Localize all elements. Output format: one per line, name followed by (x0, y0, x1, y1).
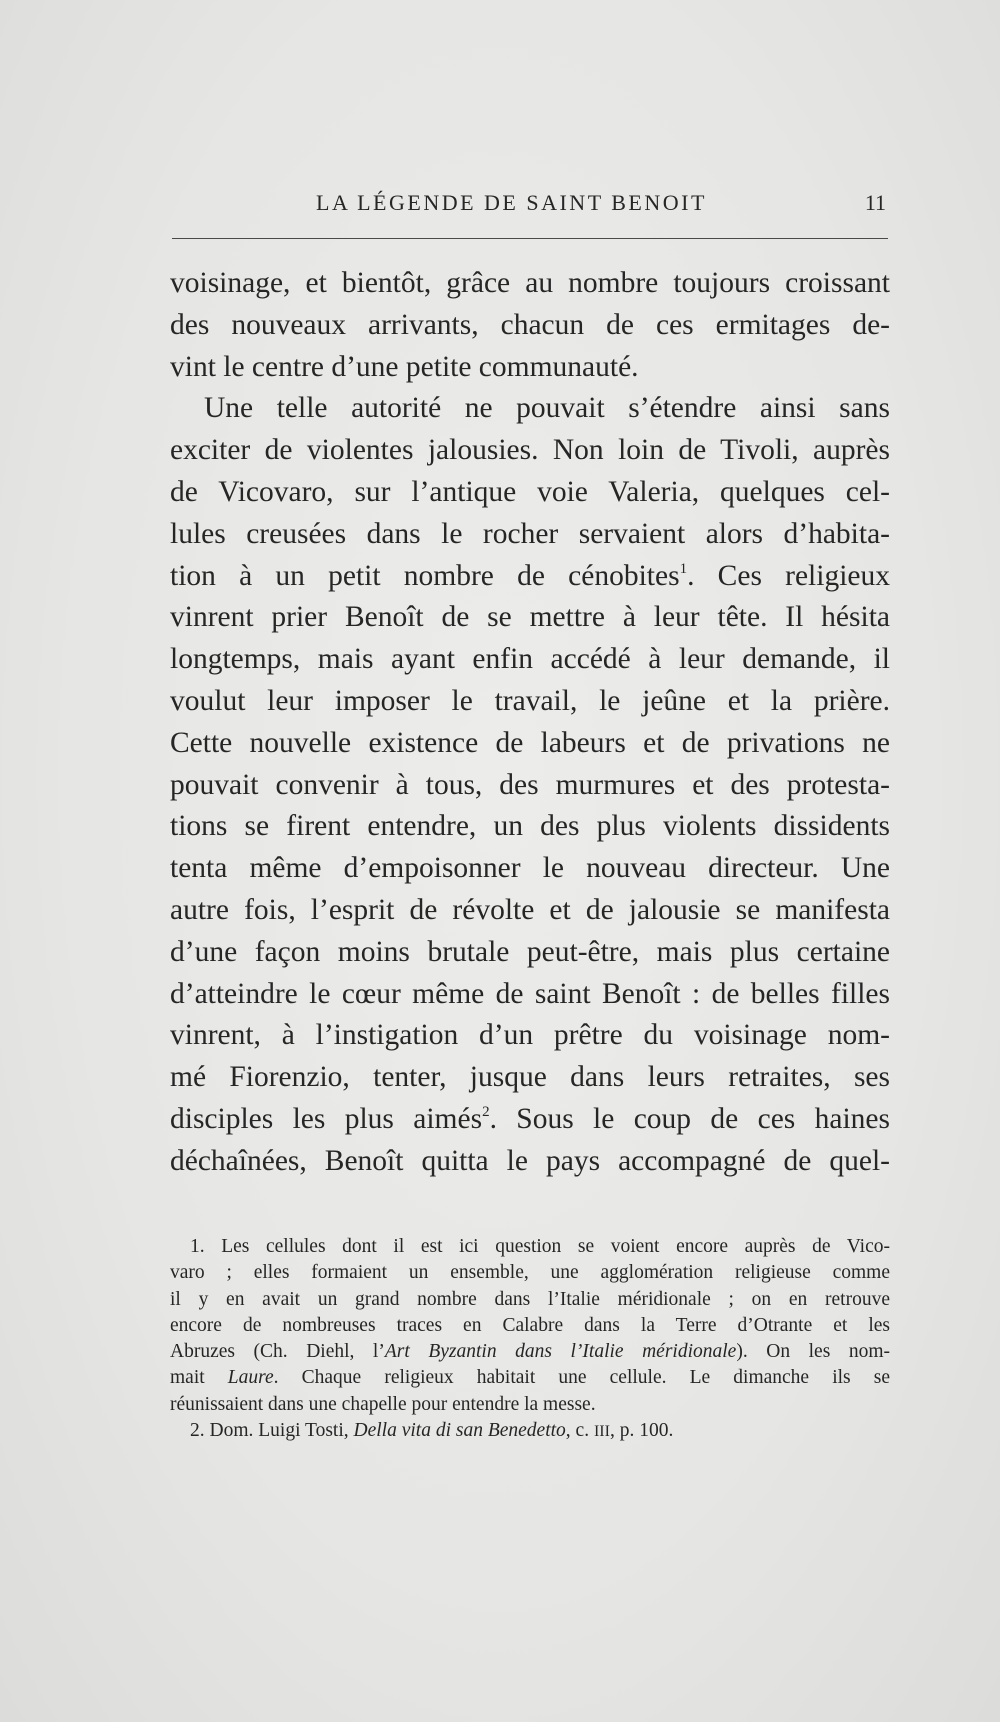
text-line: des nouveaux arrivants, chacun de ces ermitages de- (170, 308, 890, 341)
book-title: Della vita di san Benedetto (353, 1420, 566, 1442)
italic-term: Laure (227, 1367, 274, 1389)
body-text (170, 263, 890, 1183)
text-segment: tion à un petit nombre de cénobites (170, 559, 680, 592)
text-line: d’atteindre le cœur même de saint Benoît : de belles filles (170, 977, 890, 1010)
footnote-1-line: réunissaient dans une chapelle pour entendre la messe. (170, 1393, 596, 1415)
text-line: voisinage, et bientôt, grâce au nombre toujours croissant (170, 267, 890, 299)
text-segment: ). On les nom- (736, 1341, 891, 1363)
text-segment: 2. Dom. Luigi Tosti, (190, 1420, 354, 1442)
text-line (170, 1099, 890, 1141)
footnotes (170, 1234, 890, 1444)
text-line: pouvait convenir à tous, des murmures et des protesta- (170, 768, 890, 801)
footnote-1-line: 1. Les cellules dont il est ici question se voient encore auprès de Vico- (190, 1236, 890, 1257)
footnote-1-line: il y en avait un grand nombre dans l’Italie méridionale ; on en retrouve (170, 1288, 890, 1310)
footnote-ref-1[interactable]: 1 (679, 560, 688, 577)
page-number: 11 (864, 190, 886, 215)
text-line: de Vicovaro, sur l’antique voie Valeria, quelques cel- (170, 475, 890, 508)
footnote-1-line (170, 1365, 890, 1391)
footnote-1-line: encore de nombreuses traces en Calabre dans la Terre d’Otrante et les (170, 1314, 890, 1336)
text-segment: . Sous le coup de ces haines (489, 1102, 890, 1135)
text-segment: disciples les plus aimés (170, 1102, 483, 1135)
text-segment: . Ces religieux (687, 559, 890, 592)
book-title: Art Byzantin dans l’Italie méridionale (384, 1341, 737, 1363)
text-line: vinrent prier Benoît de se mettre à leur tête. Il hésita (170, 601, 890, 634)
footnote-1-line: varo ; elles formaient un ensemble, une agglomération religieuse comme (170, 1262, 890, 1284)
text-line: Cette nouvelle existence de labeurs et de privations ne (170, 726, 890, 759)
text-segment: . Chaque religieux habitait une cellule. Le dimanche ils se (273, 1367, 890, 1389)
text-line: Une telle autorité ne pouvait s’étendre ainsi sans (204, 392, 890, 425)
running-title: LA LÉGENDE DE SAINT BENOIT (316, 190, 707, 215)
page-header (172, 190, 890, 224)
chapter-numeral: III (593, 1423, 610, 1441)
text-line (170, 556, 890, 598)
text-line: autre fois, l’esprit de révolte et de jalousie se manifesta (170, 893, 890, 926)
text-line: tions se firent entendre, un des plus violents dissidents (170, 810, 890, 843)
text-line: exciter de violentes jalousies. Non loin de Tivoli, auprès (170, 434, 890, 467)
text-line: d’une façon moins brutale peut-être, mais plus certaine (170, 935, 890, 968)
text-segment: , c. (565, 1420, 594, 1442)
text-line: voulut leur imposer le travail, le jeûne et la prière. (170, 684, 890, 717)
footnote-ref-2[interactable]: 2 (482, 1103, 490, 1120)
text-line: déchaînées, Benoît quitta le pays accompagné de quel- (170, 1144, 890, 1177)
text-segment: Abruzes (Ch. Diehl, l’ (170, 1341, 385, 1363)
text-segment: mait (170, 1367, 228, 1389)
header-rule (172, 238, 888, 239)
text-line: lules creusées dans le rocher servaient alors d’habita- (170, 517, 890, 550)
text-line: mé Fiorenzio, tenter, jusque dans leurs retraites, ses (170, 1061, 890, 1094)
text-line: longtemps, mais ayant enfin accédé à leur demande, il (170, 643, 890, 676)
text-line: vinrent, à l’instigation d’un prêtre du voisinage nom- (170, 1019, 890, 1052)
footnote-2-line (170, 1418, 890, 1444)
text-segment: , p. 100. (609, 1420, 674, 1442)
footnote-1-line (170, 1339, 890, 1365)
text-line: vint le centre d’une petite communauté. (170, 350, 639, 383)
text-line: tenta même d’empoisonner le nouveau directeur. Une (170, 852, 890, 885)
